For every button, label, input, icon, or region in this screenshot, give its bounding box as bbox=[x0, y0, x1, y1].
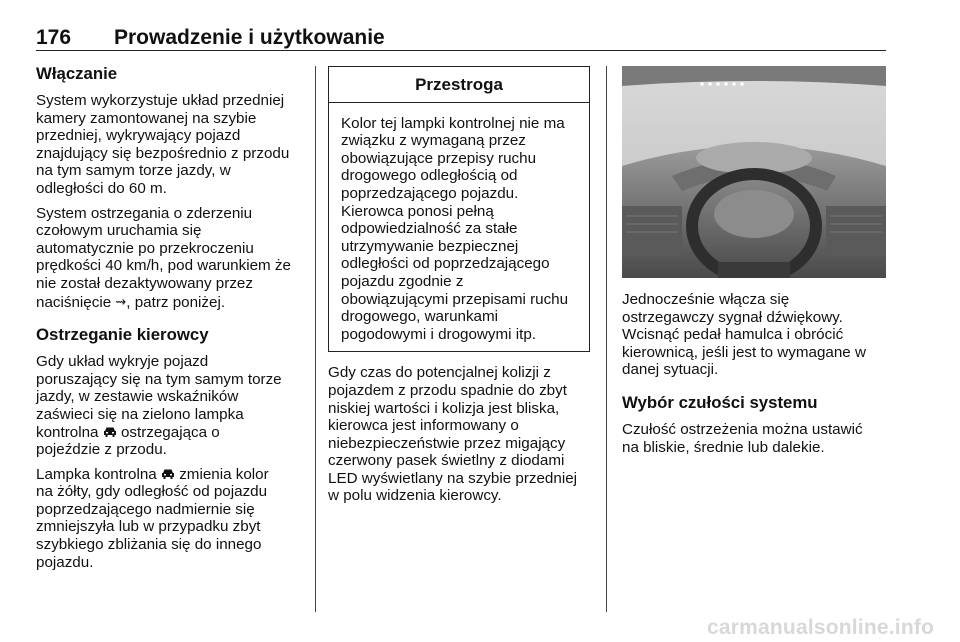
column-divider bbox=[606, 66, 607, 612]
dashboard-illustration bbox=[622, 66, 886, 278]
watermark: carmanualsonline.info bbox=[707, 616, 935, 639]
paragraph: Gdy układ wykryje pojazd poruszający się na tym samym torze jazdy, w zestawie wskaźników zaświeci się na zielono lampka kontrolna ostrzegająca o pojeździe z przodu. bbox=[36, 353, 282, 459]
column-left bbox=[36, 64, 304, 578]
page-number: 176 bbox=[36, 26, 72, 49]
paragraph: Jednocześnie włącza się ostrzegawczy sygnał dźwiękowy. Wcisnąć pedał hamulca i obrócić kierownicą, jeśli jest to wymagane w danej sytuacji. bbox=[622, 291, 866, 379]
paragraph: Gdy czas do potencjalnej kolizji z pojazdem z przodu spadnie do zbyt niskiej wartości i kolizja jest bliska, kierowca jest informowany o niebezpieczeństwie przez migający czerwony pasek świetlny z diodami LED wyświetlany na szybie przedniej w polu widzenia kierowcy. bbox=[328, 364, 578, 505]
paragraph: Lampka kontrolna zmienia kolor na żółty, gdy odległość od pojazdu poprzedzającego nadmiernie się zmniejszyła lub w przypadku zbyt szybkiego zbliżania się do innego pojazdu. bbox=[36, 465, 269, 571]
caution-text: Kolor tej lampki kontrolnej nie ma związku z wymaganą przez obowiązujące przepisy ruchu drogowego odległością od poprzedzającego pojazdu. Kierowca ponosi pełną odpowiedzialność za stałe utrzymywanie bezpiecznej odległości od poprzedzającego pojazdu zgodnie z obowiązującymi przepisami ruchu drogowego, warunkami pogodowymi i drogowymi itp. bbox=[341, 114, 569, 343]
caution-box bbox=[328, 66, 590, 352]
page-header bbox=[36, 26, 886, 51]
section-heading-activation: Włączanie bbox=[36, 64, 118, 83]
car-front-icon bbox=[103, 426, 117, 438]
windshield-dashboard-image bbox=[622, 66, 886, 278]
car-front-icon bbox=[161, 468, 175, 480]
paragraph: Czułość ostrzeżenia można ustawić na bliskie, średnie lub dalekie. bbox=[622, 420, 863, 456]
column-divider bbox=[315, 66, 316, 612]
section-heading-sensitivity: Wybór czułości systemu bbox=[622, 392, 818, 412]
section-heading-driver-warning: Ostrzeganie kierowcy bbox=[36, 325, 209, 345]
paragraph: System ostrzegania o zderzeniu czołowym uruchamia się automatycznie po przekroczeniu prędkości 40 km/h, pod warunkiem że nie został dezaktywowany przez naciśnięcie ⇝, patrz poniżej. bbox=[36, 204, 291, 311]
column-right bbox=[622, 66, 886, 463]
paragraph: System wykorzystuje układ przedniej kamery zamontowanej na szybie przedniej, wykrywający pojazd znajdujący się bezpośrednio z przodu na tym samym torze jazdy, w odległości do 60 m. bbox=[36, 92, 290, 197]
caution-title: Przestroga bbox=[329, 67, 589, 103]
collision-button-icon: ⇝ bbox=[115, 293, 127, 309]
column-middle bbox=[328, 66, 592, 512]
page-title: Prowadzenie i użytkowanie bbox=[114, 26, 385, 49]
